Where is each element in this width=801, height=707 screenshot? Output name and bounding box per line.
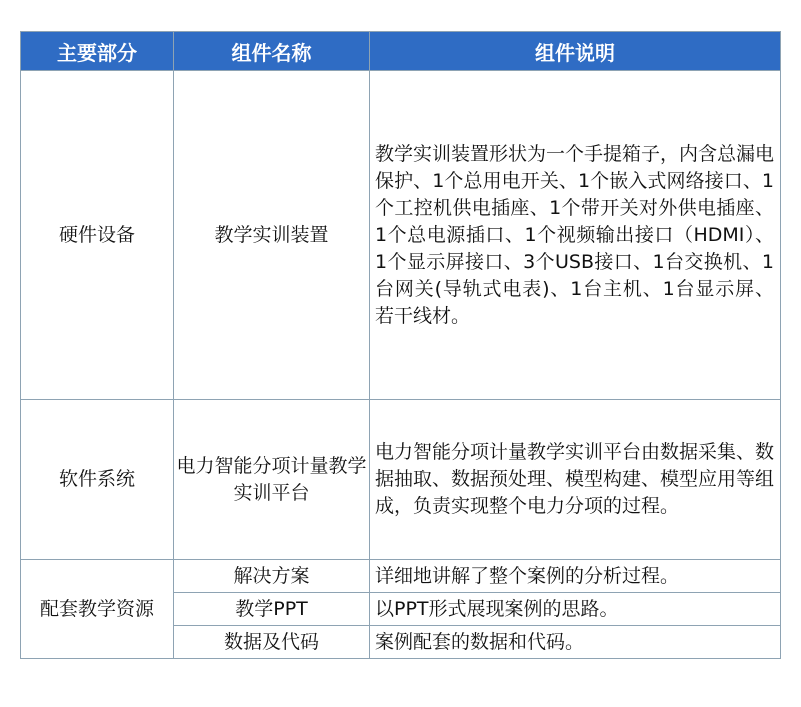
cell-description-platform: 电力智能分项计量教学实训平台由数据采集、数据抽取、数据预处理、模型构建、模型应用等组成，负责实现整个电力分项的过程。 — [370, 400, 781, 560]
header-main-part: 主要部分 — [21, 32, 174, 71]
header-component-name: 组件名称 — [174, 32, 370, 71]
cell-description-data-code: 案例配套的数据和代码。 — [370, 626, 781, 659]
header-component-description: 组件说明 — [370, 32, 781, 71]
cell-description-solution: 详细地讲解了整个案例的分析过程。 — [370, 560, 781, 593]
cell-description-ppt: 以PPT形式展现案例的思路。 — [370, 593, 781, 626]
cell-part-hardware: 硬件设备 — [21, 71, 174, 400]
cell-description-teaching-device: 教学实训装置形状为一个手提箱子，内含总漏电保护、1个总用电开关、1个嵌入式网络接口、1个工控机供电插座、1个带开关对外供电插座、1个总电源插口、1个视频输出接口（HDMI）、1个显示屏接口、3个USB接口、1台交换机、1台网关(导轨式电表)、1台主机、1台显示屏、若干线材。 — [370, 71, 781, 400]
component-table — [20, 31, 781, 659]
table-row-resources-solution — [21, 560, 781, 593]
cell-component-platform: 电力智能分项计量教学实训平台 — [174, 400, 370, 560]
cell-component-data-code: 数据及代码 — [174, 626, 370, 659]
cell-component-teaching-device: 教学实训装置 — [174, 71, 370, 400]
cell-component-solution: 解决方案 — [174, 560, 370, 593]
table-row-hardware — [21, 71, 781, 400]
table-row-software — [21, 400, 781, 560]
cell-part-resources: 配套教学资源 — [21, 560, 174, 659]
cell-part-software: 软件系统 — [21, 400, 174, 560]
cell-component-ppt: 教学PPT — [174, 593, 370, 626]
table-header-row — [21, 32, 781, 71]
